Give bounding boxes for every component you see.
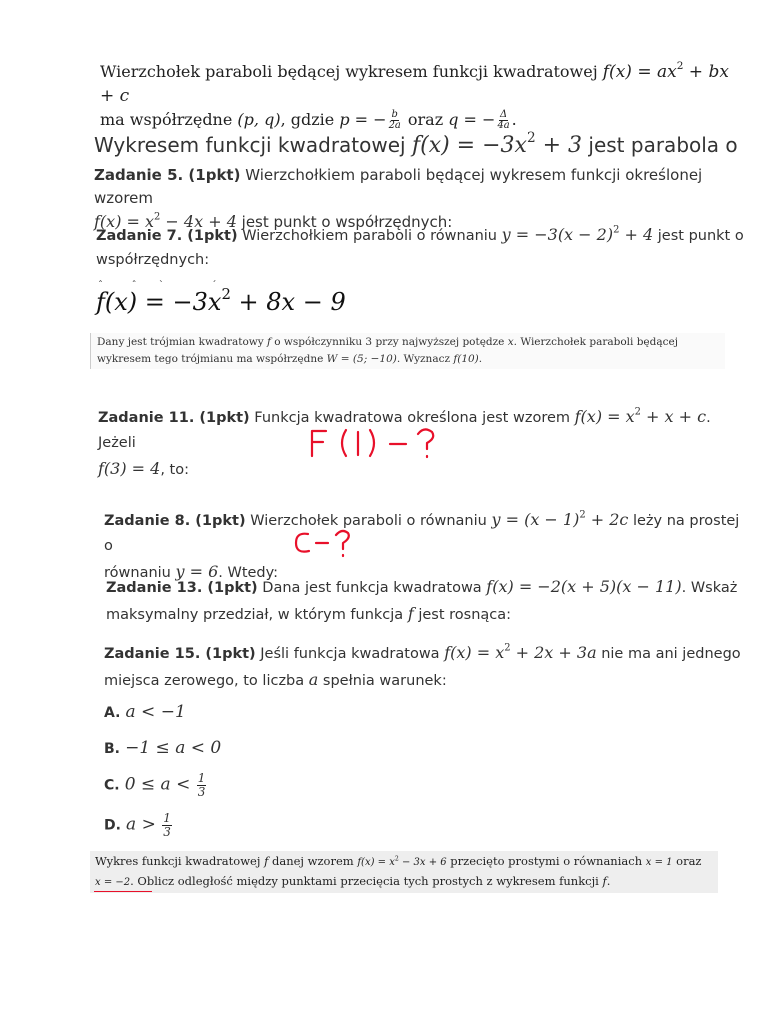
theorem-vertex-formula [100,60,740,131]
fraction-one-third: $\frac{1}{3}$ [163,811,171,839]
task-5-label: Zadanie 5. (1pkt) [94,166,241,184]
intersection-task: Wykres funkcji kwadratowej f danej wzorem $f(x) = x^2 - 3x + 6$ przecięto prostymi o równaniach x = 1 oraz x = −2. Oblicz odległość między punktami przecięcia tych prostych z wykresem funkcji f. [90,851,718,893]
task-13-label: Zadanie 13. (1pkt) [106,580,258,596]
task-8-label: Zadanie 8. (1pkt) [104,513,246,529]
task-8: Zadanie 8. (1pkt) Wierzchołek paraboli o równaniu $y = (x - 1)^2 + 2c$ leży na prostej o równaniu y = 6. Wtedy: [104,509,740,581]
scan-marks: ˆ ˆ ` ˊ [98,280,217,291]
parabola-statement: Wykresem funkcji kwadratowej $f(x) = -3x^2 + 3$ jest parabola o [94,129,738,158]
theorem-line-1: Wierzchołek paraboli będącej wykresem funkcji kwadratowej $f(x) = ax^2$ + bx + c [100,60,729,106]
task-11-label: Zadanie 11. (1pkt) [98,410,250,426]
fraction-one-third: $\frac{1}{3}$ [197,771,206,799]
task-15: Zadanie 15. (1pkt) Jeśli funkcja kwadratowa $f(x) = x^2 + 2x + 3a$ nie ma ani jednego miejsca zerowego, to liczba a spełnia warunek: [104,642,741,689]
task-7-label: Zadanie 7. (1pkt) [96,228,238,244]
task-11: Zadanie 11. (1pkt) Funkcja kwadratowa określona jest wzorem $f(x) = x^2 + x + c$. Jeżeli f(3) = 4, to: [98,406,711,478]
answer-option-b: B. −1 ≤ a < 0 [104,738,222,758]
task-5: Zadanie 5. (1pkt) Wierzchołkiem paraboli będącej wykresem funkcji określonej wzorem $f(x) = x^2 - 4x + 4$ jest punkt o współrzędnych: [94,166,703,231]
theorem-line-2: ma współrzędne (p, q), gdzie p = − $\frac{b}{2a}$ oraz q = − $\frac{\Delta}{4a}$ . [100,108,517,131]
function-formula-large: $f(x) = -3x^2 + 8x - 9$ [96,284,346,316]
handwritten-annotation-f1 [308,426,448,462]
handwritten-annotation-c [292,528,356,558]
task-13: Zadanie 13. (1pkt) Dana jest funkcja kwadratowa f(x) = −2(x + 5)(x − 11). Wskaż maksymalny przedział, w którym funkcja f jest rosnąca: [106,577,738,623]
task-7: Zadanie 7. (1pkt) Wierzchołkiem paraboli o równaniu $y = -3(x - 2)^2 + 4$ jest punkt o współrzędnych: [96,224,744,268]
red-underline-mark [94,891,152,892]
answer-option-a: A. a < −1 [104,702,186,722]
answer-option-d: D. a > $\frac{1}{3}$ [104,811,171,839]
trinomial-task: Dany jest trójmian kwadratowy f o współczynniku 3 przy najwyższej potędze x. Wierzchołek paraboli będącej wykresem tego trójmianu ma współrzędne W = (5; −10). Wyznacz f(10). [90,333,725,369]
task-15-label: Zadanie 15. (1pkt) [104,646,256,662]
fraction-delta-4a: $\frac{\Delta}{4a}$ [497,108,510,131]
answer-option-c: C. 0 ≤ a < $\frac{1}{3}$ [104,771,206,799]
fraction-b-2a: $\frac{b}{2a}$ [388,108,401,131]
